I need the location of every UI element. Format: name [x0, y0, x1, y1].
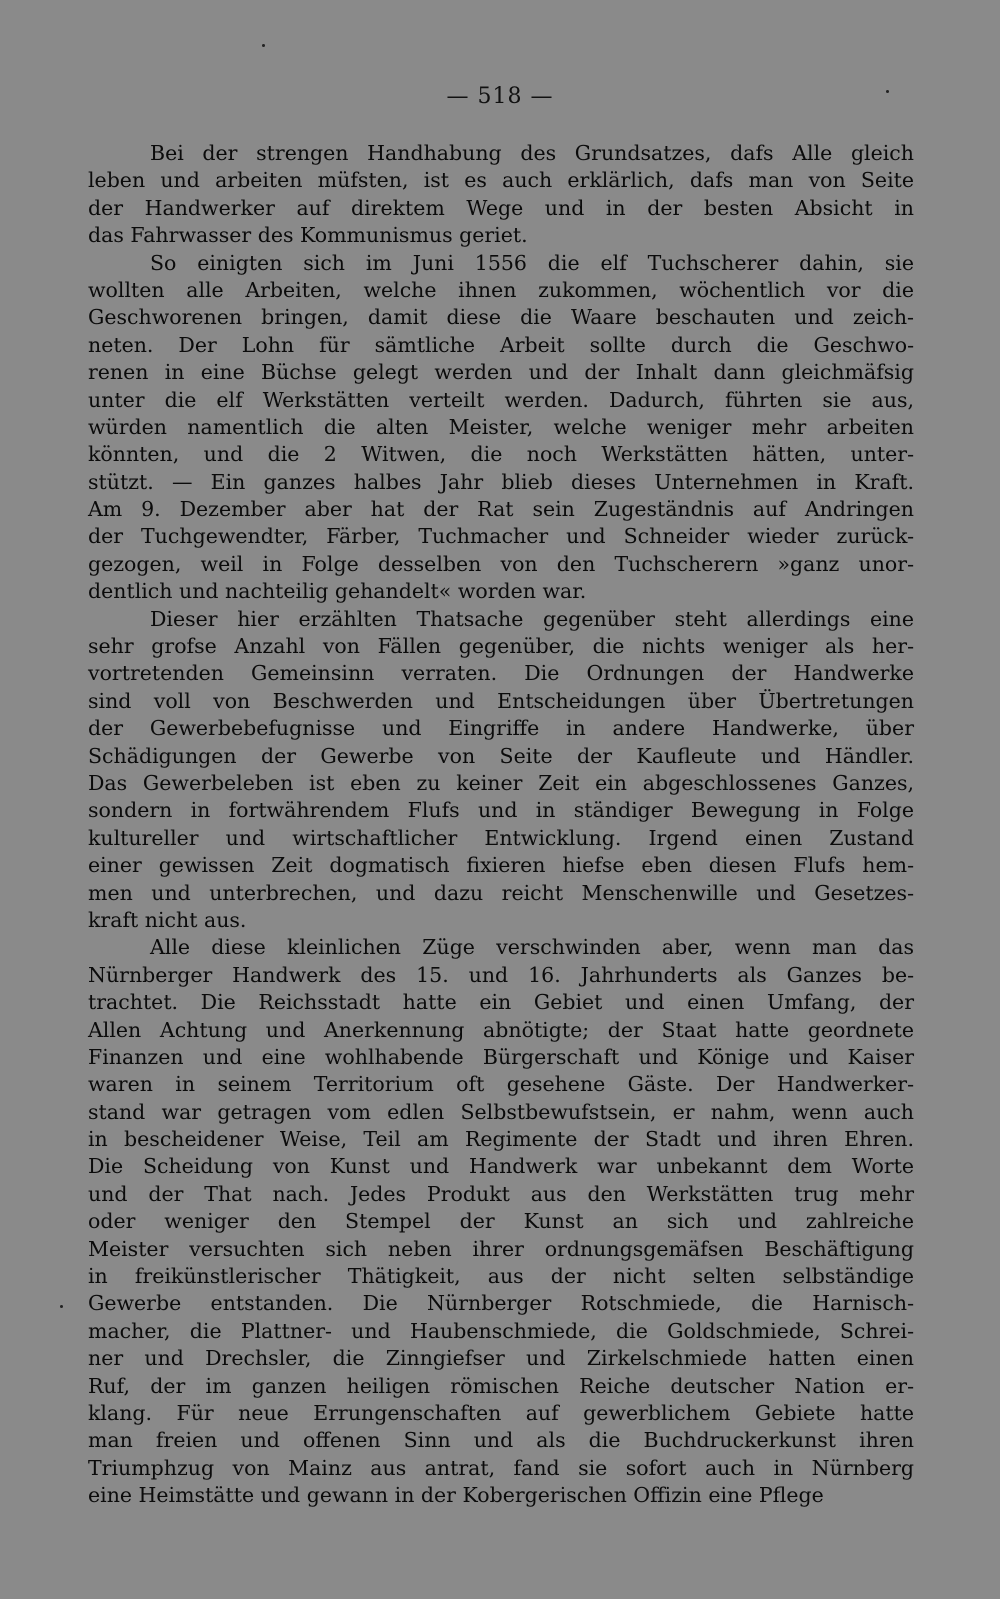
text-line: renen in eine Büchse gelegt werden und der Inhalt dann gleichmäfsig [88, 360, 914, 385]
text-line: gezogen, weil in Folge desselben von den Tuchscherern »ganz unor- [88, 551, 914, 576]
text-line: leben und arbeiten müfsten, ist es auch erklärlich, dafs man von Seite [88, 168, 914, 193]
text-line: men und unterbrechen, und dazu reicht Menschenwille und Gesetzes- [88, 880, 914, 905]
page-number: — 518 — [446, 84, 554, 109]
text-line: unter die elf Werkstätten verteilt werden. Dadurch, führten sie aus, [88, 387, 914, 412]
text-line: So einigten sich im Juni 1556 die elf Tuchscherer dahin, sie [150, 250, 914, 275]
text-line: Bei der strengen Handhabung des Grundsatzes, dafs Alle gleich [150, 141, 914, 165]
text-line: und der That nach. Jedes Produkt aus den Werkstätten trug mehr [88, 1181, 914, 1206]
paragraph [88, 606, 914, 935]
scan-speck [886, 90, 889, 93]
text-line: stützt. — Ein ganzes halbes Jahr blieb dieses Unternehmen in Kraft. [88, 469, 914, 494]
text-line: Dieser hier erzählten Thatsache gegenüber steht allerdings eine [150, 606, 914, 631]
text-line: klang. Für neue Errungenschaften auf gewerblichem Gebiete hatte [88, 1400, 914, 1425]
text-line: Schädigungen der Gewerbe von Seite der Kaufleute und Händler. [88, 743, 914, 768]
text-line: könnten, und die 2 Witwen, die noch Werkstätten hätten, unter- [88, 442, 914, 467]
text-line: vortretenden Gemeinsinn verraten. Die Ordnungen der Handwerke [88, 661, 914, 686]
text-line: einer gewissen Zeit dogmatisch fixieren hiefse eben diesen Flufs hem- [88, 853, 914, 878]
text-line: der Gewerbebefugnisse und Eingriffe in andere Handwerke, über [88, 716, 914, 741]
scan-speck [262, 44, 265, 47]
text-line: Triumphzug von Mainz aus antrat, fand sie sofort auch in Nürnberg [88, 1455, 914, 1480]
text-line: in bescheidener Weise, Teil am Regimente der Stadt und ihren Ehren. [88, 1127, 914, 1152]
text-line: Meister versuchten sich neben ihrer ordnungsgemäfsen Beschäftigung [88, 1236, 914, 1261]
text-line: Das Gewerbeleben ist eben zu keiner Zeit ein abgeschlossenes Ganzes, [88, 770, 914, 795]
text-line: neten. Der Lohn für sämtliche Arbeit sollte durch die Geschwo- [88, 332, 914, 357]
text-line: Finanzen und eine wohlhabende Bürgerschaft und Könige und Kaiser [88, 1044, 914, 1069]
text-line: Nürnberger Handwerk des 15. und 16. Jahrhunderts als Ganzes be- [88, 962, 914, 987]
text-line: sind voll von Beschwerden und Entscheidungen über Übertretungen [88, 688, 914, 713]
text-line: der Tuchgewendter, Färber, Tuchmacher und Schneider wieder zurück- [88, 524, 914, 549]
text-line: der Handwerker auf direktem Wege und in der besten Absicht in [88, 195, 914, 220]
text-line: dentlich und nachteilig gehandelt« worden war. [88, 579, 587, 604]
text-line: Gewerbe entstanden. Die Nürnberger Rotschmiede, die Harnisch- [88, 1291, 914, 1316]
text-line: Alle diese kleinlichen Züge verschwinden aber, wenn man das [150, 935, 914, 960]
text-line: Geschworenen bringen, damit diese die Waare beschauten und zeich- [88, 305, 914, 330]
text-line: Die Scheidung von Kunst und Handwerk war unbekannt dem Worte [88, 1154, 914, 1179]
paragraph [88, 250, 914, 606]
text-line: ner und Drechsler, die Zinngiefser und Zirkelschmiede hatten einen [88, 1346, 914, 1371]
text-line: kraft nicht aus. [88, 907, 247, 932]
text-line: trachtet. Die Reichsstadt hatte ein Gebiet und einen Umfang, der [88, 990, 914, 1015]
text-line: eine Heimstätte und gewann in der Kobergerischen Offizin eine Pflege [88, 1483, 824, 1508]
text-line: das Fahrwasser des Kommunismus geriet. [88, 223, 528, 248]
paragraph [88, 140, 914, 250]
text-line: wollten alle Arbeiten, welche ihnen zukommen, wöchentlich vor die [88, 277, 914, 302]
text-line: man freien und offenen Sinn und als die Buchdruckerkunst ihren [88, 1428, 914, 1453]
text-line: in freikünstlerischer Thätigkeit, aus der nicht selten selbständige [88, 1264, 914, 1289]
text-line: oder weniger den Stempel der Kunst an sich und zahlreiche [88, 1209, 914, 1234]
text-line: Allen Achtung und Anerkennung abnötigte; der Staat hatte geordnete [88, 1017, 914, 1042]
text-line: Ruf, der im ganzen heiligen römischen Reiche deutscher Nation er- [88, 1373, 914, 1398]
text-line: sehr grofse Anzahl von Fällen gegenüber, die nichts weniger als her- [88, 634, 914, 659]
body-text [88, 140, 914, 1510]
text-line: stand war getragen vom edlen Selbstbewufstsein, er nahm, wenn auch [88, 1099, 914, 1124]
text-line: sondern in fortwährendem Flufs und in ständiger Bewegung in Folge [88, 798, 914, 823]
text-line: kultureller und wirtschaftlicher Entwicklung. Irgend einen Zustand [88, 825, 914, 850]
scan-speck [60, 1305, 63, 1308]
text-line: Am 9. Dezember aber hat der Rat sein Zugeständnis auf Andringen [88, 497, 914, 522]
paragraph [88, 934, 914, 1509]
text-line: macher, die Plattner- und Haubenschmiede, die Goldschmiede, Schrei- [88, 1318, 914, 1343]
text-line: waren in seinem Territorium oft gesehene Gäste. Der Handwerker- [88, 1072, 914, 1097]
text-line: würden namentlich die alten Meister, welche weniger mehr arbeiten [88, 414, 914, 439]
